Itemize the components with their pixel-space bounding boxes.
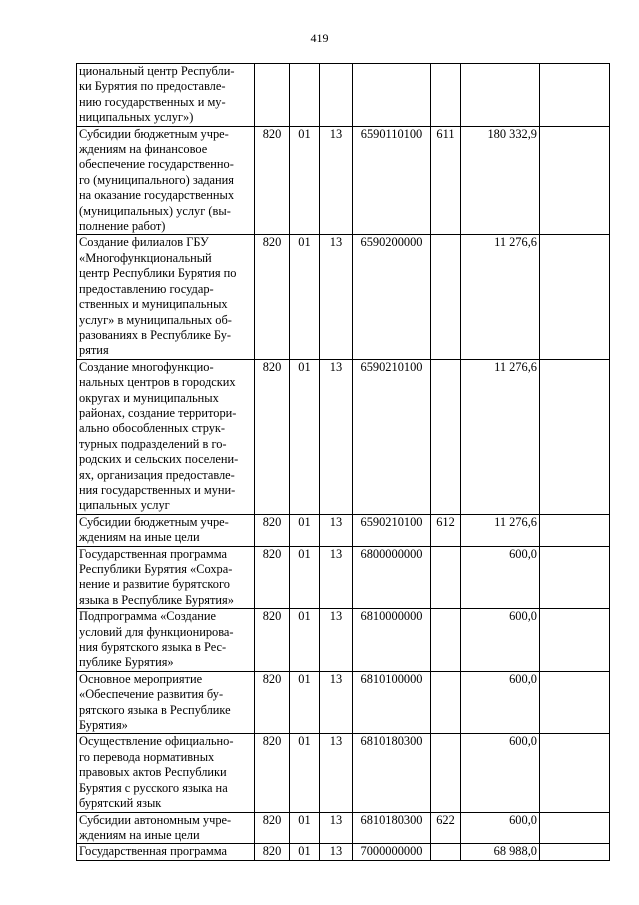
subsection-code-cell: 13 (320, 812, 353, 844)
item-name-cell (77, 235, 255, 359)
target-article-cell: 6800000000 (353, 546, 431, 609)
amount-cell (461, 64, 540, 127)
table-row (77, 126, 610, 235)
table-row (77, 812, 610, 844)
item-name-line: правовых актов Республики (79, 765, 227, 780)
item-name-line: (муниципальных) услуг (вы- (79, 203, 231, 218)
subsection-code-cell (320, 64, 353, 127)
expense-type-cell: 611 (431, 126, 461, 235)
item-name-line: Основное мероприятие (79, 671, 203, 686)
item-name-line: Осуществление официально- (79, 734, 234, 749)
target-article-cell: 6810180300 (353, 812, 431, 844)
item-name-line: родских и сельских поселени- (79, 452, 239, 467)
item-name-cell (77, 609, 255, 672)
subsection-code-cell: 13 (320, 359, 353, 514)
admin-code-cell: 820 (255, 844, 290, 860)
budget-table (76, 63, 610, 861)
table-row (77, 546, 610, 609)
target-article-cell: 6590210100 (353, 514, 431, 546)
admin-code-cell: 820 (255, 235, 290, 359)
item-name-cell (77, 812, 255, 844)
item-name-cell (77, 126, 255, 235)
amount-cell: 600,0 (461, 546, 540, 609)
item-name-cell (77, 734, 255, 812)
expense-type-cell: 612 (431, 514, 461, 546)
admin-code-cell: 820 (255, 671, 290, 734)
table-row (77, 734, 610, 812)
subsection-code-cell: 13 (320, 546, 353, 609)
item-name-line: Республики Бурятия «Сохра- (79, 562, 233, 576)
amount-cell: 68 988,0 (461, 844, 540, 860)
subsection-code-cell: 13 (320, 734, 353, 812)
item-name-line: «Обеспечение развития бу- (79, 687, 224, 702)
expense-type-cell (431, 609, 461, 672)
subsection-code-cell: 13 (320, 844, 353, 860)
section-code-cell: 01 (290, 359, 320, 514)
item-name-line: ниципальных услуг») (79, 110, 194, 125)
table-row (77, 235, 610, 359)
target-article-cell: 6590210100 (353, 359, 431, 514)
expense-type-cell (431, 64, 461, 127)
table-row (77, 609, 610, 672)
admin-code-cell: 820 (255, 609, 290, 672)
extra-amount-cell (540, 514, 610, 546)
item-name-cell (77, 514, 255, 546)
admin-code-cell: 820 (255, 546, 290, 609)
extra-amount-cell (540, 126, 610, 235)
extra-amount-cell (540, 734, 610, 812)
subsection-code-cell: 13 (320, 514, 353, 546)
item-name-cell (77, 546, 255, 609)
target-article-cell: 6810000000 (353, 609, 431, 672)
extra-amount-cell (540, 546, 610, 609)
item-name-line: ки Бурятия по предоставле- (79, 79, 226, 94)
admin-code-cell (255, 64, 290, 127)
extra-amount-cell (540, 235, 610, 359)
target-article-cell (353, 64, 431, 127)
admin-code-cell: 820 (255, 126, 290, 235)
item-name-line: бурятский язык (79, 796, 162, 811)
item-name-line: Создание многофункцио- (79, 359, 214, 374)
target-article-cell: 6810100000 (353, 671, 431, 734)
item-name-line: ях, организация предоставле- (79, 467, 235, 482)
table-row (77, 671, 610, 734)
item-name-line: Субсидии бюджетным учре- (79, 514, 229, 529)
item-name-line: округах и муниципальных (79, 390, 219, 405)
extra-amount-cell (540, 844, 610, 860)
target-article-cell: 6810180300 (353, 734, 431, 812)
budget-table-body (77, 64, 610, 861)
target-article-cell: 7000000000 (353, 844, 431, 860)
item-name-line: «Многофункциональный (79, 250, 212, 265)
amount-cell: 600,0 (461, 812, 540, 844)
expense-type-cell (431, 359, 461, 514)
expense-type-cell (431, 844, 461, 860)
item-name-line: предоставлению государ- (79, 281, 214, 296)
table-row (77, 844, 610, 860)
item-name-line: публике Бурятия» (79, 655, 174, 670)
item-name-cell (77, 671, 255, 734)
item-name-line: ждениям на иные цели (79, 530, 200, 545)
section-code-cell: 01 (290, 844, 320, 860)
section-code-cell: 01 (290, 546, 320, 609)
item-name-line: условий для функционирова- (79, 624, 234, 639)
item-name-line: циональный центр Республи- (79, 64, 235, 78)
item-name-cell (77, 64, 255, 127)
extra-amount-cell (540, 64, 610, 127)
target-article-cell: 6590200000 (353, 235, 431, 359)
amount-cell: 600,0 (461, 671, 540, 734)
item-name-line: ально обособленных струк- (79, 421, 226, 436)
item-name-line: ждениям на финансовое (79, 142, 208, 157)
item-name-line: обеспечение государственно- (79, 157, 234, 172)
amount-cell: 11 276,6 (461, 514, 540, 546)
target-article-cell: 6590110100 (353, 126, 431, 235)
amount-cell: 11 276,6 (461, 235, 540, 359)
item-name-cell (77, 359, 255, 514)
section-code-cell: 01 (290, 734, 320, 812)
item-name-line: нальных центров в городских (79, 375, 236, 390)
table-row (77, 359, 610, 514)
page-number: 419 (310, 31, 329, 45)
admin-code-cell: 820 (255, 514, 290, 546)
section-code-cell: 01 (290, 609, 320, 672)
table-row (77, 64, 610, 127)
item-name-line: Бурятия» (79, 718, 128, 733)
item-name-line: го перевода нормативных (79, 749, 215, 764)
amount-cell: 180 332,9 (461, 126, 540, 235)
item-name-line: рятского языка в Республике (79, 702, 231, 717)
item-name-line: го (муниципального) задания (79, 172, 235, 187)
item-name-line: ципальных услуг (79, 498, 170, 513)
expense-type-cell (431, 235, 461, 359)
item-name-line: районах, создание территори- (79, 405, 237, 420)
item-name-line: на оказание государственных (79, 188, 235, 203)
admin-code-cell: 820 (255, 359, 290, 514)
item-name-line: нию государственных и му- (79, 94, 226, 109)
item-name-line: рятия (79, 343, 109, 358)
admin-code-cell: 820 (255, 812, 290, 844)
section-code-cell: 01 (290, 235, 320, 359)
item-name-line: языка в Республике Бурятия» (79, 592, 234, 607)
item-name-line: ждениям на иные цели (79, 827, 200, 842)
amount-cell: 600,0 (461, 609, 540, 672)
extra-amount-cell (540, 359, 610, 514)
expense-type-cell (431, 546, 461, 609)
item-name-line: Создание филиалов ГБУ (79, 235, 209, 250)
subsection-code-cell: 13 (320, 235, 353, 359)
admin-code-cell: 820 (255, 734, 290, 812)
section-code-cell: 01 (290, 671, 320, 734)
table-row (77, 514, 610, 546)
extra-amount-cell (540, 671, 610, 734)
item-name-line: услуг» в муниципальных об- (79, 312, 232, 327)
item-name-line: ственных и муниципальных (79, 297, 228, 312)
item-name-line: турных подразделений в го- (79, 436, 227, 451)
subsection-code-cell: 13 (320, 671, 353, 734)
item-name-line: разованиях в Республике Бу- (79, 327, 232, 342)
item-name-line: ния государственных и муни- (79, 482, 236, 497)
amount-cell: 600,0 (461, 734, 540, 812)
section-code-cell (290, 64, 320, 127)
section-code-cell: 01 (290, 514, 320, 546)
item-name-line: Бурятия с русского языка на (79, 780, 228, 795)
expense-type-cell (431, 671, 461, 734)
extra-amount-cell (540, 812, 610, 844)
subsection-code-cell: 13 (320, 609, 353, 672)
item-name-line: ния бурятского языка в Рес- (79, 640, 227, 655)
expense-type-cell: 622 (431, 812, 461, 844)
item-name-line: нение и развитие бурятского (79, 577, 230, 592)
item-name-line: центр Республики Бурятия по (79, 266, 237, 281)
amount-cell: 11 276,6 (461, 359, 540, 514)
section-code-cell: 01 (290, 812, 320, 844)
item-name-line: Государственная программа (79, 844, 227, 859)
extra-amount-cell (540, 609, 610, 672)
item-name-line: Субсидии бюджетным учре- (79, 126, 229, 141)
item-name-cell (77, 844, 255, 860)
item-name-line: Государственная программа (79, 546, 227, 561)
item-name-line: полнение работ) (79, 219, 166, 234)
subsection-code-cell: 13 (320, 126, 353, 235)
expense-type-cell (431, 734, 461, 812)
item-name-line: Субсидии автономным учре- (79, 812, 232, 827)
item-name-line: Подпрограмма «Создание (79, 609, 216, 624)
section-code-cell: 01 (290, 126, 320, 235)
